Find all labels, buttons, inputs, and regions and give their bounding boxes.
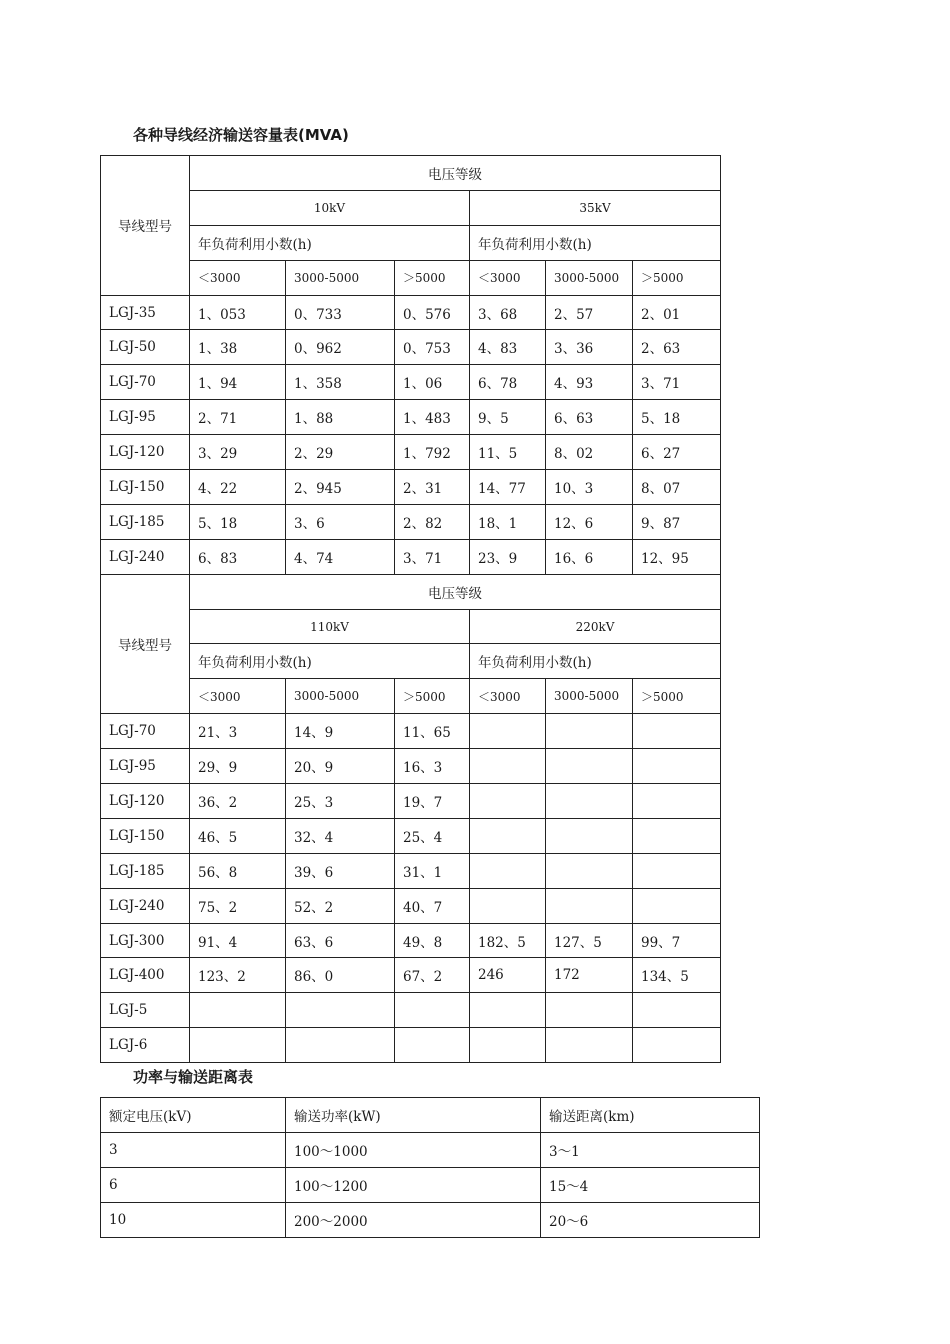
capacity-cell: [470, 853, 546, 888]
table2-header-row: [101, 1098, 760, 1133]
capacity-cell: 25、4: [395, 818, 470, 853]
capacity-cell: [546, 818, 633, 853]
voltage-header: 110kV: [190, 609, 470, 644]
capacity-cell: 4、93: [546, 365, 633, 400]
table-row: [101, 714, 721, 749]
capacity-cell: 0、753: [395, 330, 470, 365]
table-row: [101, 888, 721, 923]
table1-title: 各种导线经济输送容量表(MVA): [133, 126, 349, 144]
capacity-cell: 52、2: [286, 888, 395, 923]
capacity-cell: 11、65: [395, 714, 470, 749]
table-row: [101, 853, 721, 888]
table-row: [101, 435, 721, 470]
capacity-cell: 18、1: [470, 504, 546, 539]
capacity-cell: 0、733: [286, 295, 395, 330]
capacity-cell: [395, 1028, 470, 1063]
capacity-cell: 246: [470, 958, 546, 993]
range-header: 3000-5000: [546, 260, 633, 295]
conductor-model-cell: LGJ-6: [101, 1028, 190, 1063]
capacity-cell: 63、6: [286, 923, 395, 958]
column-header: 输送距离(km): [541, 1098, 760, 1133]
capacity-cell: 5、18: [633, 400, 721, 435]
capacity-cell: [470, 1028, 546, 1063]
voltage-header: 10kV: [190, 190, 470, 225]
capacity-cell: 14、9: [286, 714, 395, 749]
capacity-cell: 16、6: [546, 539, 633, 574]
capacity-cell: 6、83: [190, 539, 286, 574]
conductor-model-cell: LGJ-120: [101, 784, 190, 819]
block2-header-row: [101, 574, 721, 609]
capacity-cell: 16、3: [395, 749, 470, 784]
capacity-cell: [633, 993, 721, 1028]
range-header: ＜3000: [470, 679, 546, 714]
conductor-model-cell: LGJ-400: [101, 958, 190, 993]
capacity-cell: [470, 888, 546, 923]
capacity-cell: [470, 714, 546, 749]
capacity-cell: 23、9: [470, 539, 546, 574]
conductor-model-cell: LGJ-185: [101, 853, 190, 888]
capacity-cell: 3、71: [395, 539, 470, 574]
capacity-cell: [633, 1028, 721, 1063]
capacity-cell: 3、68: [470, 295, 546, 330]
hours-header: 年负荷利用小数(h): [470, 644, 721, 679]
capacity-cell: 91、4: [190, 923, 286, 958]
table-row: [101, 400, 721, 435]
capacity-cell: 4、83: [470, 330, 546, 365]
table-cell: 10: [101, 1202, 286, 1237]
range-header: 3000-5000: [546, 679, 633, 714]
capacity-cell: 127、5: [546, 923, 633, 958]
capacity-cell: 2、31: [395, 470, 470, 505]
capacity-cell: 86、0: [286, 958, 395, 993]
capacity-cell: [546, 853, 633, 888]
capacity-cell: [633, 784, 721, 819]
capacity-cell: [190, 993, 286, 1028]
capacity-cell: [546, 993, 633, 1028]
table-row: [101, 470, 721, 505]
table2-title: 功率与输送距离表: [133, 1068, 254, 1086]
capacity-cell: 9、5: [470, 400, 546, 435]
capacity-cell: 49、8: [395, 923, 470, 958]
range-header: ＜3000: [190, 260, 286, 295]
capacity-cell: [470, 818, 546, 853]
range-header: ＜3000: [470, 260, 546, 295]
capacity-cell: 6、78: [470, 365, 546, 400]
capacity-cell: 56、8: [190, 853, 286, 888]
capacity-cell: 8、02: [546, 435, 633, 470]
capacity-cell: 14、77: [470, 470, 546, 505]
capacity-cell: 5、18: [190, 504, 286, 539]
table-row: [101, 1167, 760, 1202]
capacity-cell: 0、576: [395, 295, 470, 330]
capacity-cell: 75、2: [190, 888, 286, 923]
range-header: 3000-5000: [286, 260, 395, 295]
table-row: [101, 504, 721, 539]
capacity-cell: [470, 784, 546, 819]
table-row: [101, 1028, 721, 1063]
range-header: ＞5000: [395, 679, 470, 714]
voltage-level-header: 电压等级: [190, 156, 721, 191]
table-row: [101, 330, 721, 365]
capacity-cell: 1、88: [286, 400, 395, 435]
conductor-model-cell: LGJ-5: [101, 993, 190, 1028]
conductor-model-cell: LGJ-185: [101, 504, 190, 539]
capacity-cell: [470, 993, 546, 1028]
block1-range-row: [101, 260, 721, 295]
model-header: 导线型号: [101, 574, 190, 714]
conductor-model-cell: LGJ-150: [101, 470, 190, 505]
voltage-level-header: 电压等级: [190, 574, 721, 609]
hours-header: 年负荷利用小数(h): [470, 225, 721, 260]
table-row: [101, 818, 721, 853]
capacity-cell: 1、38: [190, 330, 286, 365]
capacity-cell: 11、5: [470, 435, 546, 470]
capacity-cell: 182、5: [470, 923, 546, 958]
table-row: [101, 993, 721, 1028]
capacity-cell: 36、2: [190, 784, 286, 819]
capacity-cell: 46、5: [190, 818, 286, 853]
range-header: ＜3000: [190, 679, 286, 714]
hours-header: 年负荷利用小数(h): [190, 644, 470, 679]
hours-header: 年负荷利用小数(h): [190, 225, 470, 260]
capacity-cell: 4、22: [190, 470, 286, 505]
capacity-cell: 6、27: [633, 435, 721, 470]
block2-voltage-row: [101, 609, 721, 644]
table-cell: 100～1000: [286, 1132, 541, 1167]
capacity-cell: 3、6: [286, 504, 395, 539]
capacity-cell: 2、82: [395, 504, 470, 539]
table-row: [101, 1202, 760, 1237]
capacity-cell: 4、74: [286, 539, 395, 574]
conductor-model-cell: LGJ-240: [101, 888, 190, 923]
table-row: [101, 1132, 760, 1167]
capacity-cell: 2、63: [633, 330, 721, 365]
capacity-cell: 2、29: [286, 435, 395, 470]
capacity-cell: 39、6: [286, 853, 395, 888]
capacity-cell: [633, 888, 721, 923]
voltage-header: 220kV: [470, 609, 721, 644]
capacity-cell: 3、71: [633, 365, 721, 400]
capacity-cell: 67、2: [395, 958, 470, 993]
capacity-cell: [546, 784, 633, 819]
capacity-cell: 40、7: [395, 888, 470, 923]
capacity-cell: [546, 888, 633, 923]
capacity-cell: 31、1: [395, 853, 470, 888]
block2-hours-row: [101, 644, 721, 679]
capacity-cell: [633, 749, 721, 784]
conductor-model-cell: LGJ-95: [101, 400, 190, 435]
capacity-cell: [286, 1028, 395, 1063]
capacity-cell: 1、792: [395, 435, 470, 470]
capacity-cell: [190, 1028, 286, 1063]
capacity-cell: [395, 993, 470, 1028]
conductor-model-cell: LGJ-35: [101, 295, 190, 330]
capacity-cell: 9、87: [633, 504, 721, 539]
capacity-cell: 12、95: [633, 539, 721, 574]
capacity-cell: [546, 749, 633, 784]
block1-header-row: [101, 156, 721, 191]
range-header: ＞5000: [633, 679, 721, 714]
column-header: 输送功率(kW): [286, 1098, 541, 1133]
capacity-cell: [633, 714, 721, 749]
capacity-cell: 1、06: [395, 365, 470, 400]
block2-range-row: [101, 679, 721, 714]
capacity-cell: 6、63: [546, 400, 633, 435]
capacity-cell: 2、945: [286, 470, 395, 505]
table-row: [101, 365, 721, 400]
capacity-cell: [633, 818, 721, 853]
capacity-cell: 21、3: [190, 714, 286, 749]
table-row: [101, 539, 721, 574]
voltage-header: 35kV: [470, 190, 721, 225]
power-distance-table: [100, 1097, 760, 1238]
table-row: [101, 749, 721, 784]
capacity-cell: 2、71: [190, 400, 286, 435]
conductor-capacity-table: [100, 155, 721, 1063]
capacity-cell: 134、5: [633, 958, 721, 993]
conductor-model-cell: LGJ-50: [101, 330, 190, 365]
table-cell: 3: [101, 1132, 286, 1167]
table-cell: 100～1200: [286, 1167, 541, 1202]
capacity-cell: 99、7: [633, 923, 721, 958]
range-header: ＞5000: [395, 260, 470, 295]
capacity-cell: 2、57: [546, 295, 633, 330]
conductor-model-cell: LGJ-95: [101, 749, 190, 784]
capacity-cell: 20、9: [286, 749, 395, 784]
capacity-cell: 3、29: [190, 435, 286, 470]
capacity-cell: 32、4: [286, 818, 395, 853]
capacity-cell: 8、07: [633, 470, 721, 505]
table-row: [101, 295, 721, 330]
capacity-cell: 10、3: [546, 470, 633, 505]
table-cell: 200～2000: [286, 1202, 541, 1237]
capacity-cell: [633, 853, 721, 888]
table-row: [101, 784, 721, 819]
table-row: [101, 923, 721, 958]
capacity-cell: 172: [546, 958, 633, 993]
capacity-cell: 0、962: [286, 330, 395, 365]
capacity-cell: 25、3: [286, 784, 395, 819]
capacity-cell: 29、9: [190, 749, 286, 784]
table-cell: 6: [101, 1167, 286, 1202]
capacity-cell: [546, 714, 633, 749]
capacity-cell: 12、6: [546, 504, 633, 539]
capacity-cell: [286, 993, 395, 1028]
conductor-model-cell: LGJ-120: [101, 435, 190, 470]
capacity-cell: [470, 749, 546, 784]
range-header: ＞5000: [633, 260, 721, 295]
conductor-model-cell: LGJ-70: [101, 365, 190, 400]
table-cell: 3～1: [541, 1132, 760, 1167]
model-header: 导线型号: [101, 156, 190, 296]
capacity-cell: [546, 1028, 633, 1063]
capacity-cell: 3、36: [546, 330, 633, 365]
conductor-model-cell: LGJ-70: [101, 714, 190, 749]
capacity-cell: 19、7: [395, 784, 470, 819]
table-row: [101, 958, 721, 993]
capacity-cell: 1、053: [190, 295, 286, 330]
range-header: 3000-5000: [286, 679, 395, 714]
conductor-model-cell: LGJ-240: [101, 539, 190, 574]
capacity-cell: 2、01: [633, 295, 721, 330]
capacity-cell: 1、483: [395, 400, 470, 435]
capacity-cell: 123、2: [190, 958, 286, 993]
table-cell: 15～4: [541, 1167, 760, 1202]
conductor-model-cell: LGJ-150: [101, 818, 190, 853]
capacity-cell: 1、94: [190, 365, 286, 400]
block1-hours-row: [101, 225, 721, 260]
conductor-model-cell: LGJ-300: [101, 923, 190, 958]
capacity-cell: 1、358: [286, 365, 395, 400]
column-header: 额定电压(kV): [101, 1098, 286, 1133]
block1-voltage-row: [101, 190, 721, 225]
table-cell: 20～6: [541, 1202, 760, 1237]
